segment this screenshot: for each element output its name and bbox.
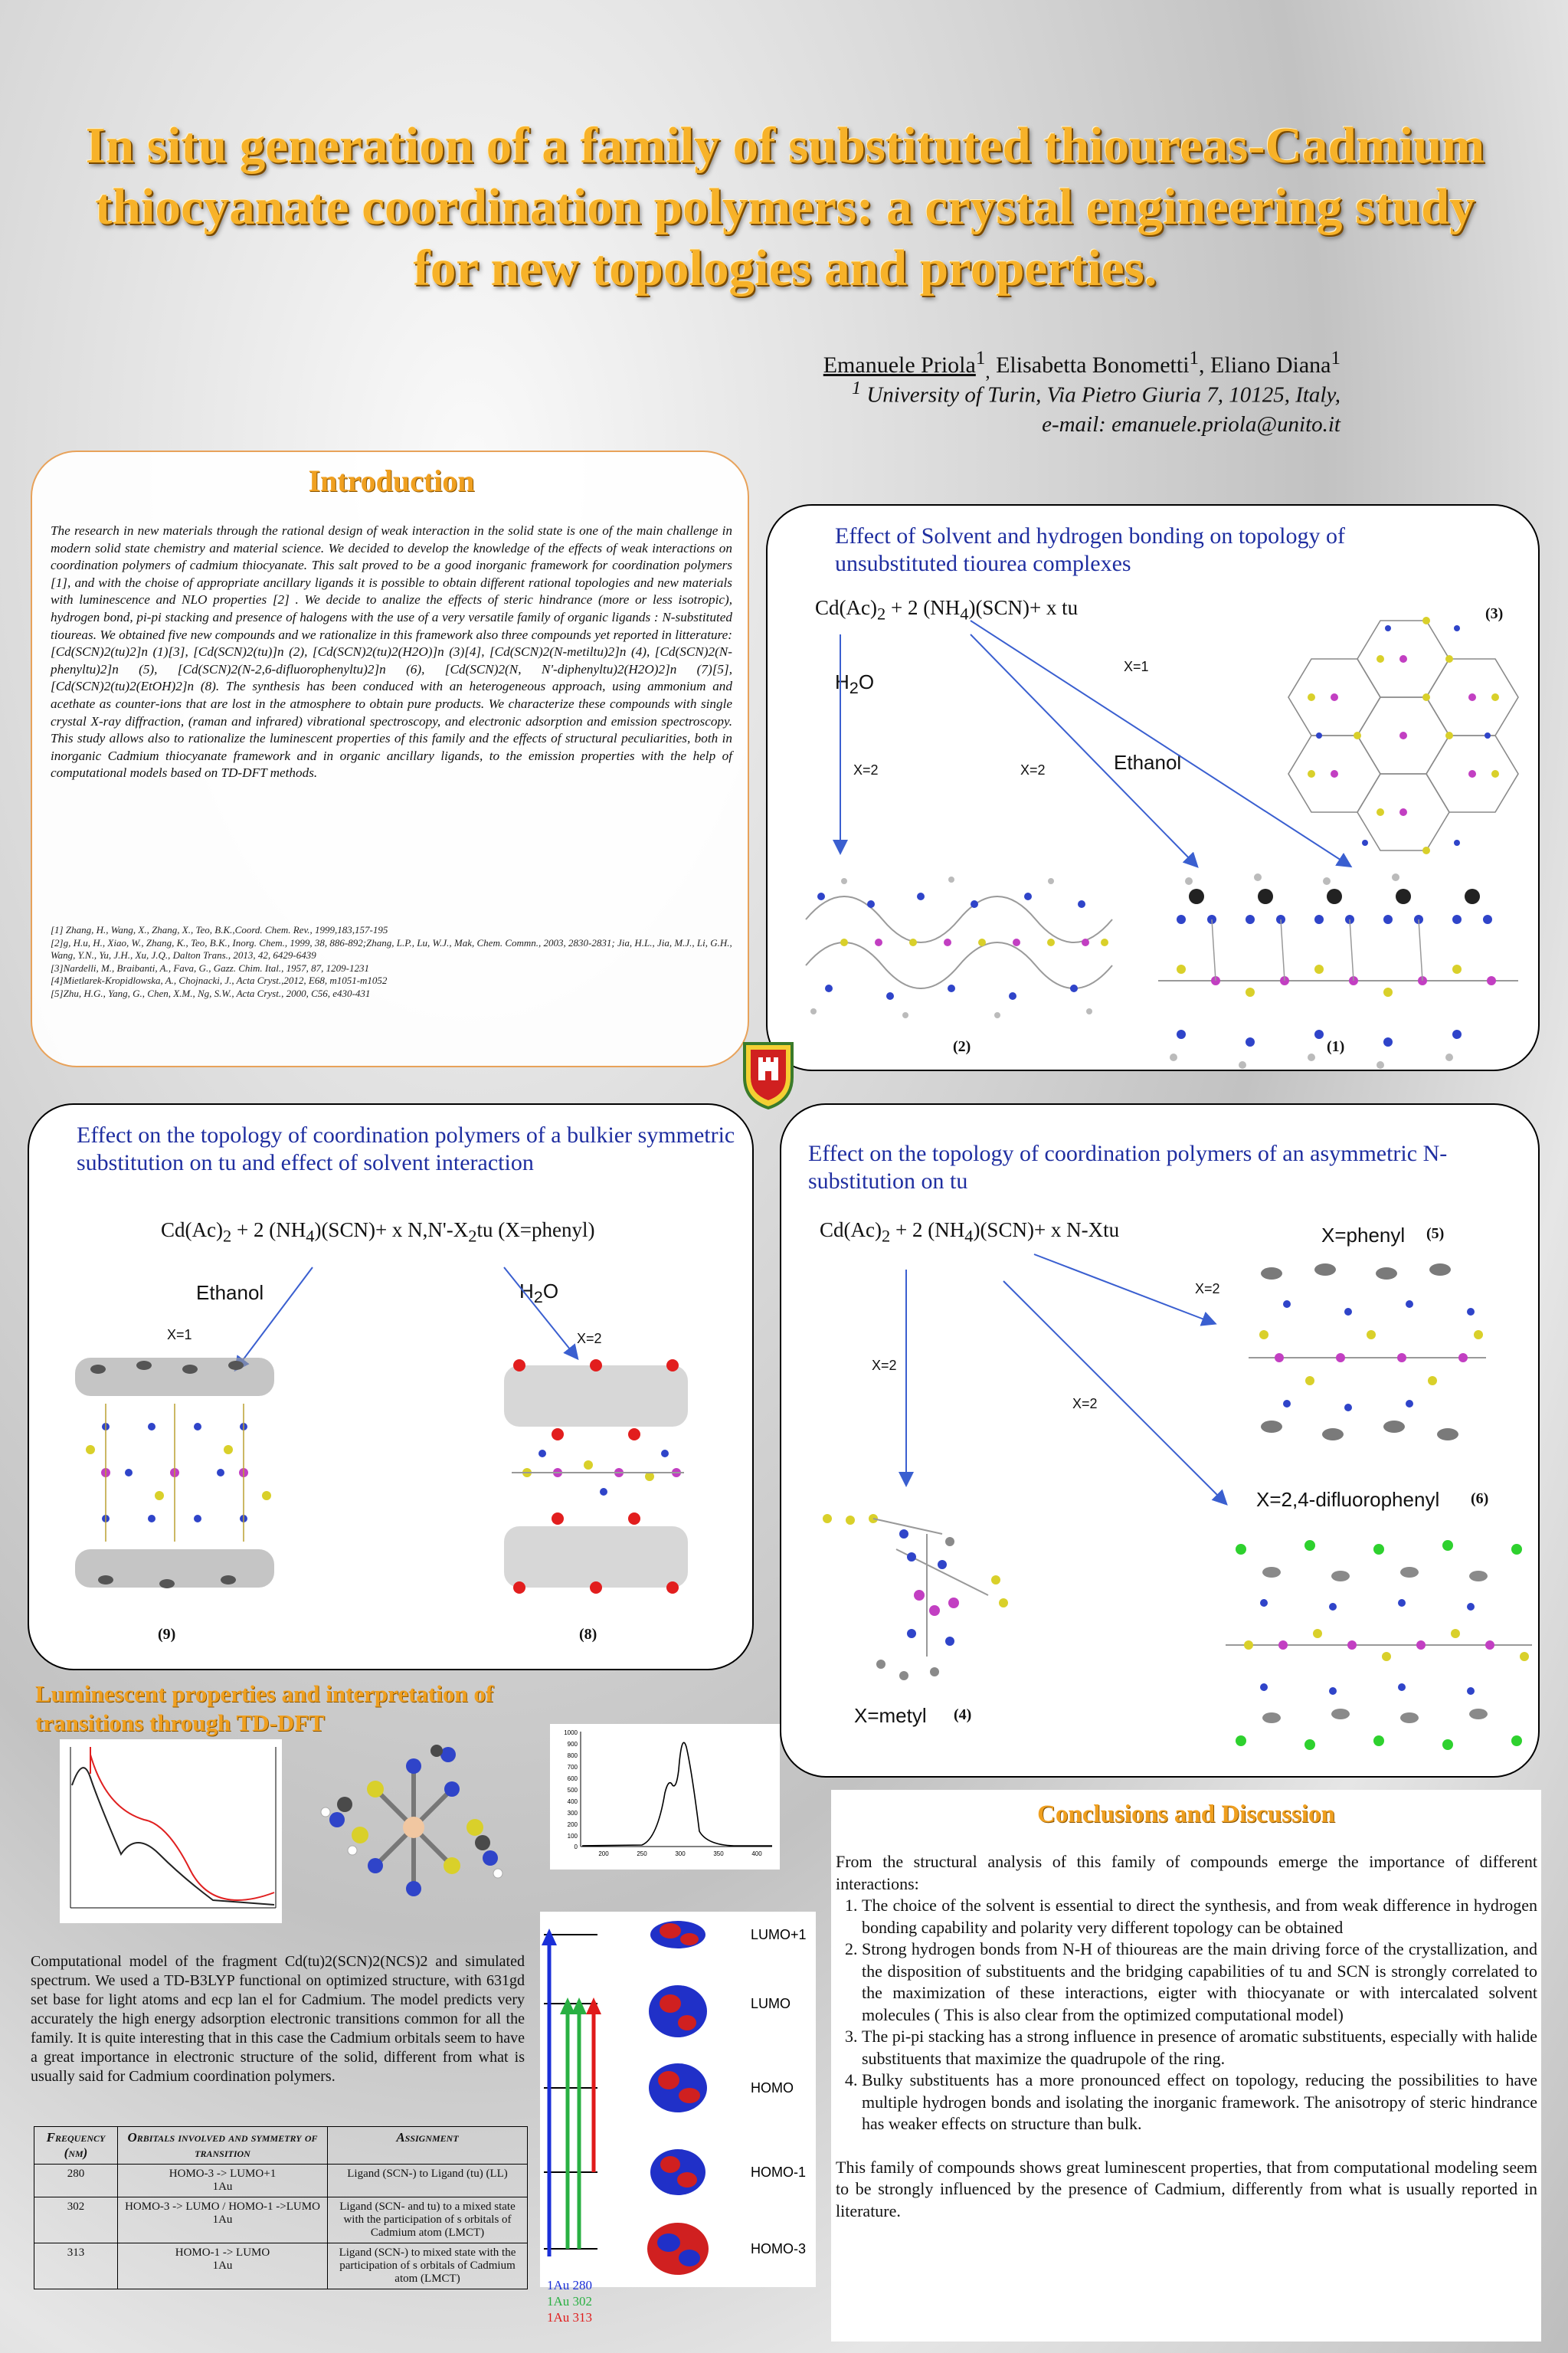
- asymmetric-substitution-panel: [780, 1103, 1540, 1778]
- table-header: Assignment: [328, 2127, 528, 2165]
- orbital-label: HOMO: [751, 2080, 794, 2096]
- metyl-label: X=metyl: [854, 1704, 927, 1727]
- solvent-equation: $Cd(Ac)_2 + 2$ $(NH_4)(SCN)+ x$ tu: [815, 596, 1079, 624]
- table-row: 280 HOMO-3 -> LUMO+1 1Au Ligand (SCN-) to Ligand (tu) (LL): [34, 2165, 528, 2197]
- asymmetric-structure-drawings: [781, 1105, 1541, 1779]
- introduction-heading: Introduction: [308, 464, 475, 498]
- y-tick-label: 0: [574, 1843, 578, 1850]
- first-author: Emanuele Priola: [823, 352, 976, 378]
- compound-2-label: (2): [953, 1038, 971, 1055]
- x1-label: X=1: [167, 1327, 192, 1342]
- y-tick-label: 700: [567, 1764, 578, 1771]
- x2-label: X=2: [577, 1331, 602, 1346]
- conclusions-section: [831, 1790, 1541, 2342]
- x-tick-label: 200: [598, 1850, 609, 1857]
- solvent-ethanol-label: Ethanol: [1114, 751, 1182, 774]
- x2-label: X=2: [1195, 1281, 1220, 1296]
- y-tick-label: 200: [567, 1821, 578, 1828]
- bulky-heading: Effect on the topology of coordination polymers of a bulkier symmetric substitution on tu and effect of solvent interaction: [77, 1122, 735, 1175]
- bulky-h2o-label: $H_2O$: [519, 1280, 559, 1307]
- transition-table-wrapper: [34, 2126, 528, 2289]
- transition-legend: [547, 2277, 592, 2325]
- difluorophenyl-label: X=2,4-difluorophenyl: [1256, 1488, 1440, 1511]
- x2-label: X=2: [1072, 1396, 1098, 1411]
- solvent-heading: Effect of Solvent and hydrogen bonding on topology of unsubstituted tiourea complexes: [835, 523, 1346, 576]
- x2-label: X=2: [872, 1358, 897, 1373]
- conclusions-outro: This family of compounds shows great luminescent properties, that from computational modeling seem to be strongly influenced by the presence of Cadmium, differently from what is usually reported in literature.: [836, 2157, 1537, 2220]
- y-tick-label: 300: [567, 1810, 578, 1817]
- conclusions-list: [836, 1895, 1537, 2135]
- author-list: Emanuele Priola$^1_,$ Elisabetta Bonometti$^1$, Eliano Diana$^1$: [823, 348, 1340, 382]
- x2-label: X=2: [853, 762, 879, 778]
- references: [51, 924, 732, 1000]
- reference: [1] Zhang, H., Wang, X., Zhang, X., Teo, B.K.,Coord. Chem. Rev., 1999,183,157-195: [51, 924, 388, 936]
- orbital-label: HOMO-3: [751, 2241, 806, 2256]
- bulky-substitution-panel: [28, 1103, 754, 1670]
- reference: [5]Zhu, H.G., Yang, G., Chen, X.M., Ng, S.W., Acta Cryst., 2000, C56, e430-431: [51, 987, 371, 999]
- list-item: 2. Strong hydrogen bonds from N-H of thioureas are the main driving force of the crystallization, and the disposition of substituents and the bridging capabilities of tu and SCN is strongly correlated to the maximization of these interactions, eigter with thiocyanate or with intercalated solvent molecules ( This is also clear from the optimized computational model): [862, 1938, 1537, 2026]
- y-tick-label: 100: [567, 1833, 578, 1840]
- reference: [4]Mietlarek-Kropidlowska, A., Chojnacki, J., Acta Cryst.,2012, E68, m1051-m1052: [51, 975, 388, 986]
- list-item: 1. The choice of the solvent is essential to direct the synthesis, and from weak difference in hydrogen bonding capability and polarity very different topology can be obtained: [862, 1895, 1537, 1938]
- bulky-equation: $Cd(Ac)_2 + 2$ $(NH_4)(SCN)+ x$ $N,N'-X_2tu$ (X=phenyl): [161, 1218, 595, 1246]
- transition-label: 1Au 280: [547, 2278, 593, 2292]
- transition-table: [34, 2126, 528, 2289]
- asymmetric-heading: Effect on the topology of coordination polymers of an asymmetric N-substitution on tu: [808, 1141, 1448, 1194]
- phenyl-label: X=phenyl: [1321, 1224, 1406, 1247]
- compound-3-label: (3): [1485, 605, 1504, 622]
- y-tick-label: 900: [567, 1741, 578, 1748]
- list-item: 3. The pi-pi stacking has a strong influence in presence of aromatic substituents, especially with halide substituents that maximize the quadrupole of the ring.: [862, 2026, 1537, 2070]
- orbital-label: LUMO+1: [751, 1927, 807, 1942]
- x-tick-label: 350: [713, 1850, 724, 1857]
- conclusions-text: From the structural analysis of this family of compounds emerge the importance of different interactions: 1. The choice of the solvent is essential to direct the synthesis, and from weak difference in hydrogen bonding capability and polarity very different topology can be obtained 2. Strong hydrogen bonds from N-H of thioureas are the main driving force of the crystallization, and the disposition of substituents and the bridging capabilities of tu and SCN is strongly correlated to the maximization of these interactions, eigter with thiocyanate or with intercalated solvent molecules ( This is also clear from the optimized computational model) 3. The pi-pi stacking has a strong influence in presence of aromatic substituents, especially with halide substituents that maximize the quadrupole of the ring. 4. Bulky substituents has a more pronounced effect on topology, reducing the possibilities to have multiple hydrogen bonds and isolating the inorganic framework. The anisotropy of steric hindrance has weaker effects on structure than bulk. This family of compounds shows great luminescent properties, that from computational modeling seem to be strongly influenced by the presence of Cadmium, differently from what is usually reported in literature.: [836, 1851, 1537, 2222]
- bulky-ethanol-label: Ethanol: [196, 1281, 264, 1304]
- university-shield-icon: [741, 1040, 795, 1109]
- x2-label: X=2: [1020, 762, 1046, 778]
- compound-6-label: (6): [1471, 1490, 1489, 1507]
- compound-8-label: (8): [579, 1626, 597, 1643]
- solvent-effect-panel: [766, 504, 1540, 1071]
- transition-label: 1Au 302: [547, 2294, 593, 2309]
- energy-level-diagram: [540, 1912, 816, 2287]
- orbital-label: HOMO-1: [751, 2165, 806, 2180]
- orbital-label: LUMO: [751, 1996, 791, 2011]
- poster-title: In situ generation of a family of substituted thioureas-Cadmium thiocyanate coordination polymers: a crystal engineering study for new topologies and properties.: [85, 117, 1485, 297]
- solvent-h2o-label: $H_2O$: [835, 670, 875, 698]
- y-tick-label: 500: [567, 1787, 578, 1794]
- y-tick-label: 600: [567, 1775, 578, 1782]
- simulated-spectrum-plot: [550, 1724, 780, 1870]
- x-tick-label: 400: [751, 1850, 762, 1857]
- molecular-model: [314, 1743, 513, 1904]
- introduction-panel: [31, 451, 749, 1067]
- compound-1-label: (1): [1327, 1038, 1345, 1055]
- bulky-structure-drawings: [29, 1105, 755, 1672]
- reference: [2]g, H.u, H., Xiao, W., Zhang, K., Teo, B.K., Inorg. Chem., 1999, 38, 886-892;Zhang, L.P., Lu, W.J., Mak, Chem. Commn., 2003, 2830-2831; Jia, H.L., Jia, M.J., Li, G.H., Wang, Y.N., Yu, J.H., Xu, J.Q., Dalton Trans., 2013, 42, 6429-6439: [51, 936, 732, 961]
- table-header: Frequency (nm): [34, 2127, 118, 2165]
- y-tick-label: 1000: [564, 1729, 578, 1736]
- absorption-spectrum-plot: [60, 1739, 282, 1923]
- conclusions-heading: Conclusions and Discussion: [1037, 1801, 1335, 1828]
- affiliation: $^1$ University of Turin, Via Pietro Giuria 7, 10125, Italy, e-mail: emanuele.priola@unito.it: [852, 378, 1340, 437]
- luminescence-text: Computational model of the fragment Cd(tu)2(SCN)2(NCS)2 and simulated spectrum. We used a TD-B3LYP functional on optimized structure, with 631gd set base for light atoms and ecp lan el for Cadmium. The model predicts very accurately the high energy adsorption electronic transitions common for all the family. It is quite interesting that in this case the Cadmium orbitals seem to have a great importance in electronic structure of the solid, different from what is usually said for Cadmium coordination polymers.: [31, 1953, 525, 2085]
- solvent-structure-drawings: [768, 506, 1541, 1073]
- transition-label: 1Au 313: [547, 2310, 593, 2325]
- luminescence-heading: Luminescent properties and interpretation of transitions through TD-DFT: [35, 1680, 494, 1736]
- compound-4-label: (4): [954, 1706, 972, 1723]
- y-tick-label: 400: [567, 1798, 578, 1805]
- x-tick-label: 250: [637, 1850, 647, 1857]
- email: e-mail: emanuele.priola@unito.it: [1042, 411, 1340, 437]
- x-tick-label: 300: [675, 1850, 686, 1857]
- list-item: 4. Bulky substituents has a more pronounced effect on topology, reducing the possibilities to have multiple hydrogen bonds and isolating the inorganic framework. The anisotropy of steric hindrance has weaker effects on structure than bulk.: [862, 2070, 1537, 2135]
- y-tick-label: 800: [567, 1752, 578, 1759]
- compound-5-label: (5): [1426, 1225, 1445, 1242]
- table-row: 313 HOMO-1 -> LUMO 1Au Ligand (SCN-) to mixed state with the participation of s orbitals of Cadmium atom (LMCT): [34, 2243, 528, 2289]
- compound-9-label: (9): [158, 1626, 176, 1643]
- table-header: Orbitals involved and symmetry of transition: [118, 2127, 328, 2165]
- reference: [3]Nardelli, M., Braibanti, A., Fava, G., Gazz. Chim. Ital., 1957, 87, 1209-1231: [51, 962, 369, 974]
- asymmetric-equation: $Cd(Ac)_2 + 2$ $(NH_4)(SCN)+ x$ N-Xtu: [820, 1218, 1120, 1246]
- table-row: 302 HOMO-3 -> LUMO / HOMO-1 ->LUMO 1Au Ligand (SCN- and tu) to a mixed state with the participation of s orbitals of Cadmium atom (LMCT): [34, 2197, 528, 2243]
- introduction-text: The research in new materials through the rational design of weak interaction in the solid state is one of the main challenge in modern solid state chemistry and material science. We decided to develop the knowledge of the effects of weak interactions on coordination polymers of cadmium thiocyanate. This salt proved to be a good inorganic framework for coordination polymers [1], and with the choise of appropriate ancillary ligands it is possible to obtain different rational topologies and new materials with luminescence and NLO properties [2] . We decide to analize the effects of steric hindrance (more or less isotropic), hydrogen bond, pi-pi stacking and presence of halogens with the use of a very versatile family of organic ligands : N-substituted tioureas. We obtained five new compounds and we rationalize in this framework also three compounds yet reported in litterature: [Cd(SCN)2(tu)2]n (1)[3], [Cd(SCN)2(tu)]n (2), [Cd(SCN)2(tu)2(H2O)]n (3)[4], [Cd(SCN)2(N-metiltu)2]n (4), [Cd(SCN)2(N-phenyltu)2]n (5), [Cd(SCN)2(N-2,6-difluorophenyltu)2]n (6), [Cd(SCN)2(N, N'-diphenyltu)2(H2O)2]n (7)[5], [Cd(SCN)2(tu)2(EtOH)2]n (8). The synthesis has been conduced with an heterogeneous approach, using ammonium and acethate as counter-ions that are lost in the atmosphere to obtain pure products. We characterize these compounds with single crystal X-ray diffraction, (raman and infrared) vibrational spectroscopy, and electronic adsorption and emission spectroscopy. This study allows also to rationalize the luminescent properties of this family and the effects of structural peculiarities, both in inorganic Cadmium thiocyanate framework and in organic ancillary ligands, to the emission properties with the help of computational models based on TD-DFT methods.: [51, 523, 732, 781]
- x1-label: X=1: [1124, 659, 1149, 674]
